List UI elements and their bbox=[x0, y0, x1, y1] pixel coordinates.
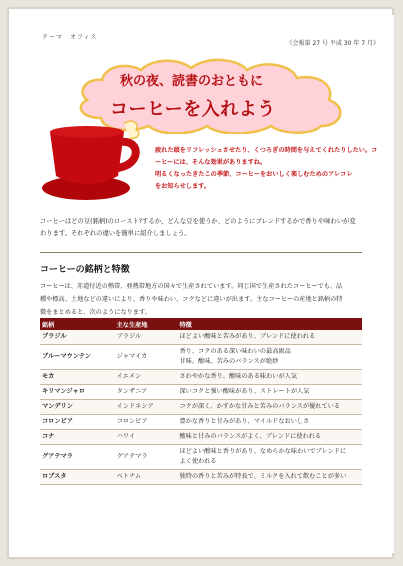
table-cell-feature: 豊かな香りと甘みがあり、マイルドなおいしさ bbox=[177, 415, 362, 430]
table-body bbox=[40, 330, 362, 485]
table-cell-origin: グアテマラ bbox=[115, 445, 178, 470]
section-divider bbox=[40, 252, 362, 253]
table-cell-brand: コロンビア bbox=[40, 415, 115, 430]
table-header-brand: 銘柄 bbox=[40, 318, 115, 330]
table-cell-feature: 独特の香りと苦みが特長で、ミルクを入れて飲むことが多い bbox=[177, 470, 362, 485]
table-cell-feature: ほどよい酸味と苦みがあり、ブレンドに使われる bbox=[177, 330, 362, 345]
intro-line: 疲れた頭をリフレッシュさせたり、くつろぎの時間を与えてくれたりしたい。コ bbox=[155, 147, 378, 154]
section-paragraph bbox=[40, 280, 365, 319]
section-line: 徴をまとめると、次のようになります。 bbox=[40, 309, 151, 316]
table-header-origin: 主な生産地 bbox=[115, 318, 178, 330]
table-row bbox=[40, 430, 362, 445]
intro-line: ーヒーには、そんな効果がありますね。 bbox=[155, 159, 267, 166]
cloud-title-line2: コーヒーを入れよう bbox=[110, 99, 276, 120]
table-cell-feature: ほどよい酸味と香りがあり、なめらかな味わいでブレンドに よく使われる bbox=[177, 445, 362, 470]
table-cell-origin: イエメン bbox=[115, 370, 178, 385]
body-paragraph bbox=[40, 216, 370, 240]
table-cell-brand: モカ bbox=[40, 370, 115, 385]
table-row bbox=[40, 415, 362, 430]
table-cell-feature: 深いコクと強い酸味があり、ストレートが人気 bbox=[177, 385, 362, 400]
table-cell-origin: ジャマイカ bbox=[115, 345, 178, 370]
table-cell-origin: ベトナム bbox=[115, 470, 178, 485]
section-line: コーヒーは、赤道付近の熱帯、亜熱帯地方の国々で生産されています。同じ国で生産されたコーヒーでも、品 bbox=[40, 283, 343, 290]
table-cell-feature: さわやかな香り、酸味のある味わいが人気 bbox=[177, 370, 362, 385]
table-cell-feature: 香り、コクのある深い味わいの最高級品 甘味、酸味、苦みのバランスが絶妙 bbox=[177, 345, 362, 370]
intro-text-block bbox=[155, 145, 380, 193]
table-row bbox=[40, 470, 362, 485]
coffee-cup-illustration bbox=[38, 118, 150, 206]
section-line: 種や標高、土地などの違いにより、香りや味わい、コクなどに違いが出ます。主なコーヒーの産地と銘柄の特 bbox=[40, 296, 343, 303]
section-title: コーヒーの銘柄と特徴 bbox=[40, 265, 130, 275]
table-cell-brand: マンデリン bbox=[40, 400, 115, 415]
table-row bbox=[40, 445, 362, 470]
table-header-feature: 特徴 bbox=[177, 318, 362, 330]
table-row bbox=[40, 345, 362, 370]
body-line: わります。それぞれの違いを簡単に紹介しましょう。 bbox=[40, 230, 191, 237]
table-cell-origin: インドネシア bbox=[115, 400, 178, 415]
table-row bbox=[40, 400, 362, 415]
table-cell-brand: ブラジル bbox=[40, 330, 115, 345]
table-cell-brand: グアテマラ bbox=[40, 445, 115, 470]
table-cell-origin: ハワイ bbox=[115, 430, 178, 445]
header-theme-label: テーマ オフィス bbox=[42, 34, 98, 41]
table-cell-origin: タンザニア bbox=[115, 385, 178, 400]
coffee-table bbox=[40, 318, 362, 485]
table-cell-feature: コクが深く、かすかな甘みと苦みのバランスが優れている bbox=[177, 400, 362, 415]
table-cell-brand: ロブスタ bbox=[40, 470, 115, 485]
cloud-title-line1: 秋の夜、読書のおともに bbox=[120, 74, 264, 89]
table-cell-brand: ブルーマウンテン bbox=[40, 345, 115, 370]
table-cell-origin: ブラジル bbox=[115, 330, 178, 345]
table-header-row bbox=[40, 318, 362, 330]
table-cell-feature: 酸味と甘みのバランスがよく、ブレンドに使われる bbox=[177, 430, 362, 445]
table-cell-brand: コナ bbox=[40, 430, 115, 445]
table-row bbox=[40, 370, 362, 385]
table-row bbox=[40, 330, 362, 345]
table-row bbox=[40, 385, 362, 400]
table-cell-brand: キリマンジャロ bbox=[40, 385, 115, 400]
intro-line: 明るくなったきたこの季節、コーヒーをおいしく楽しむためのアレコレ bbox=[155, 171, 353, 178]
body-line: コーヒーはどの豆(銘柄)のロースト?するか、どんな豆を使うか、どのようにブレンドするかで香りや味わいが変 bbox=[40, 218, 356, 225]
intro-line: をお知らせします。 bbox=[155, 183, 211, 190]
table-cell-origin: コロンビア bbox=[115, 415, 178, 430]
header-issue-label: 《会報第 27 号 平成 30 年 7 月》 bbox=[286, 40, 379, 47]
